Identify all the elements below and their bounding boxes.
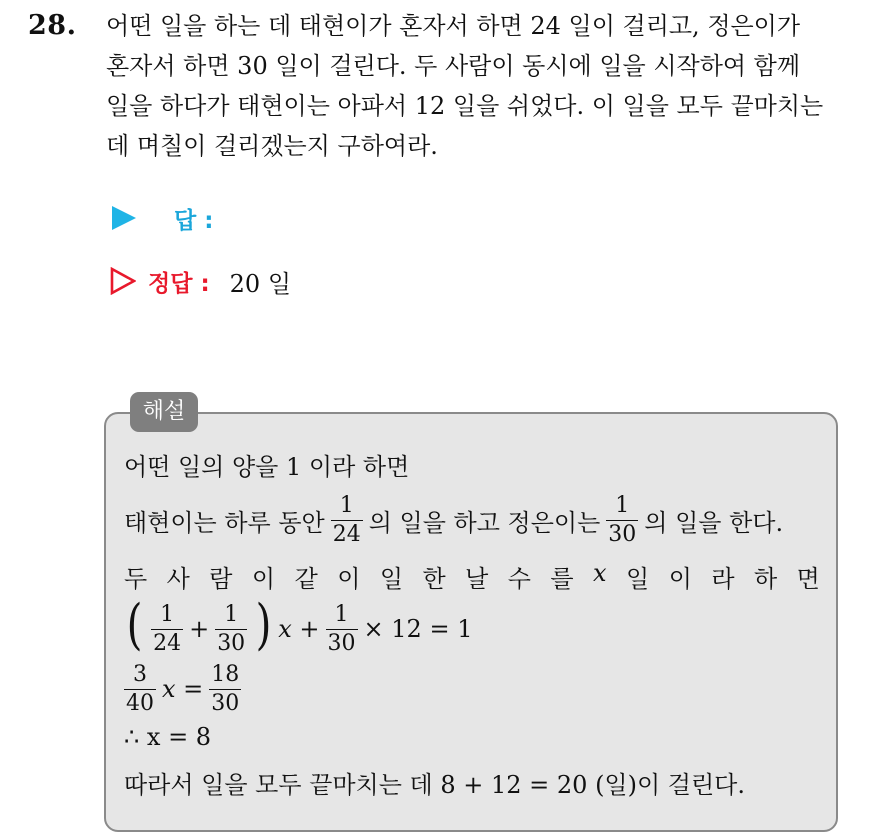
question-line-3: 일을 하다가 태현이는 아파서 12 일을 쉬었다. 이 일을 모두 끝마치는 [106, 92, 824, 120]
spread-glyph: 라 [711, 564, 735, 593]
spread-glyph: 하 [753, 564, 778, 593]
answer-blank-row [108, 200, 213, 236]
spread-glyph: 두 [124, 564, 148, 593]
fraction [326, 601, 358, 656]
question-text [106, 6, 866, 166]
spread-glyph: 이 [251, 564, 276, 593]
fraction-denominator: 24 [332, 521, 361, 547]
math-term: x = [162, 675, 204, 703]
explanation-text: 따라서 일을 모두 끝마치는 데 8 + 12 = 20 (일)이 걸린다. [124, 770, 745, 799]
math-conclusion: ∴ x = 8 [124, 723, 212, 751]
explanation-line-3 [124, 556, 820, 596]
explanation-line-5 [124, 660, 247, 718]
spread-glyph: 수 [507, 564, 531, 593]
fraction-denominator: 30 [327, 630, 356, 656]
fraction-numerator: 18 [211, 661, 240, 687]
spread-glyph: 한 [422, 564, 446, 593]
explanation-tab: 해설 [130, 392, 198, 432]
fraction [209, 661, 241, 716]
fraction-numerator: 1 [339, 492, 354, 518]
fraction-denominator: 30 [211, 690, 240, 716]
explanation-text: 어떤 일의 양을 1 이라 하면 [124, 452, 410, 481]
spread-glyph: 사 [166, 564, 190, 593]
fraction-denominator: 24 [153, 630, 182, 656]
explanation-line-4 [124, 593, 473, 660]
spread-glyph: 이 [337, 564, 361, 593]
spread-glyph: 날 [465, 564, 489, 593]
math-term: x + [278, 615, 320, 643]
correct-answer-value: 20 일 [229, 269, 292, 298]
fraction-numerator: 3 [133, 661, 147, 687]
spread-glyph: 일 [626, 564, 650, 593]
question-line-2: 혼자서 하면 30 일이 걸린다. 두 사람이 동시에 일을 시작하여 함께 [106, 52, 801, 80]
fraction-numerator: 1 [334, 601, 349, 627]
question-line-1: 어떤 일을 하는 데 태현이가 혼자서 하면 24 일이 걸리고, 정은이가 [106, 12, 801, 40]
fraction [331, 492, 363, 547]
explanation-text: 의 일을 한다. [644, 508, 784, 537]
spread-glyph: 이 [668, 564, 692, 593]
answer-label: 답 : [174, 207, 214, 234]
explanation-line-1 [124, 446, 409, 482]
explanation-text: 의 일을 하고 정은이는 [368, 508, 601, 537]
filled-triangle-icon [112, 206, 136, 230]
correct-answer-label: 정답 : [148, 270, 210, 297]
explanation-line-2 [124, 490, 783, 550]
question-number: 28. [28, 10, 77, 41]
math-term: × 12 = 1 [363, 615, 473, 643]
fraction [151, 601, 183, 656]
fraction-numerator: 1 [615, 492, 630, 518]
fraction-numerator: 1 [160, 601, 175, 627]
outline-triangle-icon [110, 267, 136, 295]
fraction-denominator: 40 [126, 690, 154, 716]
spread-glyph: 면 [796, 564, 820, 593]
left-paren: ( [126, 593, 143, 656]
explanation-line-6 [124, 720, 211, 754]
fraction [606, 492, 638, 547]
fraction [124, 661, 156, 716]
fraction-denominator: 30 [217, 630, 246, 656]
fraction-numerator: 1 [224, 601, 239, 627]
question-line-4: 데 며칠이 걸리겠는지 구하여라. [106, 132, 438, 160]
spread-glyph: x [593, 558, 607, 587]
spread-glyph: 를 [550, 564, 574, 593]
plus-sign: + [189, 615, 210, 643]
correct-answer-row [108, 263, 291, 299]
right-paren: ) [255, 593, 272, 656]
spread-glyph: 일 [379, 564, 404, 593]
fraction-denominator: 30 [608, 521, 637, 547]
explanation-text-spread [124, 559, 820, 594]
explanation-line-7 [124, 762, 745, 802]
spread-glyph: 람 [209, 564, 233, 593]
explanation-text: 태현이는 하루 동안 [124, 508, 325, 537]
spread-glyph: 같 [294, 564, 318, 593]
fraction [215, 601, 247, 656]
